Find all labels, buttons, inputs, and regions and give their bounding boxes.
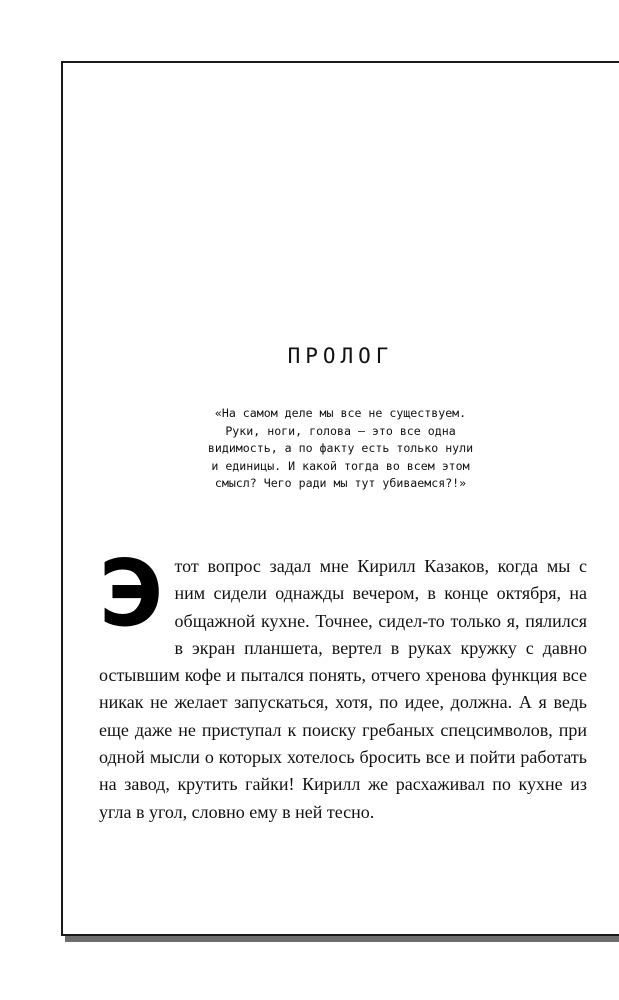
epigraph: «На самом деле мы все не существуем. Руки, ноги, голова — это все одна видимость, а по факту есть только нули и единицы. И какой тогда во всем этом смысл? Чего ради мы тут убиваемся?!» — [207, 406, 474, 491]
chapter-title: ПРОЛОГ — [287, 344, 394, 368]
book-page — [61, 61, 619, 936]
drop-cap: Э — [99, 540, 164, 647]
body-text: тот вопрос задал мне Кирилл Казаков, когда мы с ним сидели однажды вечером, в конце октября, на общажной кухне. Точнее, сидел-то только я, пялился в экран планшета, вертел в руках кружку с давно остывшим кофе и пытался понять, отчего хренова функция все никак не желает запускаться, хотя, по идее, должна. А я ведь еще даже не приступал к поиску гребаных спецсимволов, при одной мысли о которых хотелось бросить все и пойти работать на завод, крутить гайки! Кирилл же расхаживал по кухне из угла в угол, словно ему в ней тесно. — [99, 556, 587, 822]
body-paragraph — [99, 540, 587, 826]
